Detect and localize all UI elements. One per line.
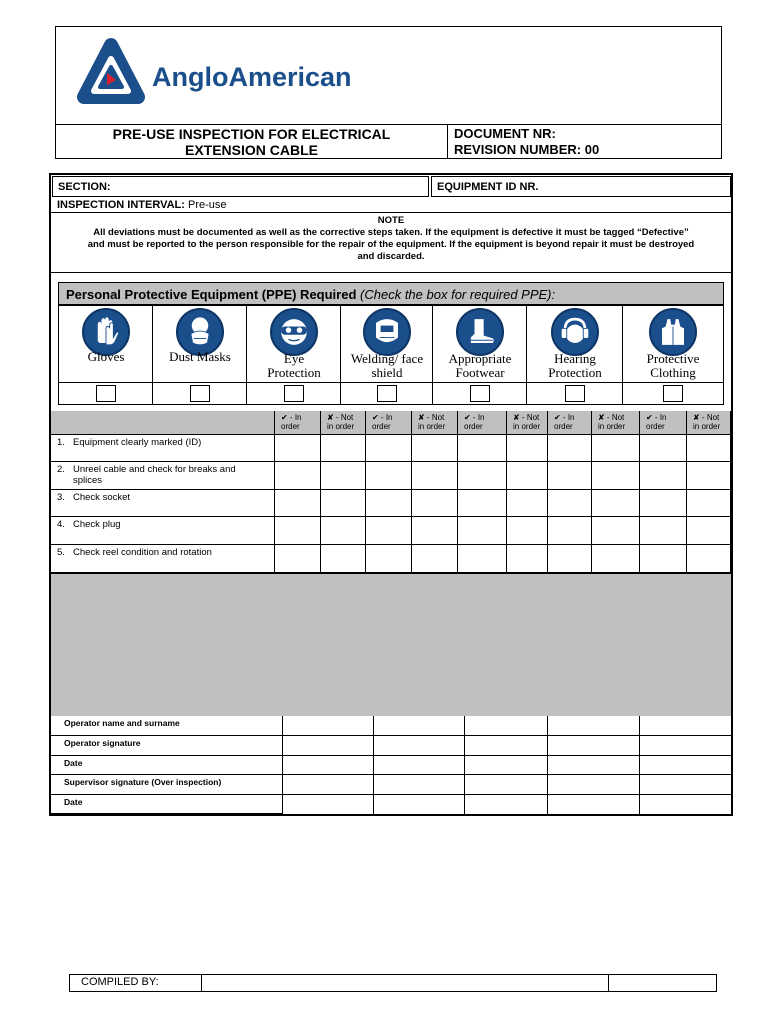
signature-row-label: Operator name and surname [64,718,180,728]
not-in-order-check-cell[interactable] [687,435,731,462]
ppe-item [59,306,153,404]
ppe-heading-hint: (Check the box for required PPE): [360,287,556,302]
ppe-heading: Personal Protective Equipment (PPE) Required [66,287,357,302]
section-field[interactable] [52,176,429,197]
signature-entry-field[interactable] [283,716,374,736]
checklist-item-line-1: Check socket [73,492,131,503]
in-order-check-cell[interactable] [640,462,687,490]
ppe-item [341,306,433,404]
in-order-check-cell[interactable] [458,490,507,517]
signature-entry-field[interactable] [640,756,731,775]
ppe-checkbox-cell [59,382,153,404]
ppe-label-line-2: Protection [267,365,321,380]
signature-row-label-cell [51,716,283,736]
ppe-label-line-1: Eye [283,351,305,366]
not-in-order-check-cell[interactable] [412,517,458,545]
signature-entry-field[interactable] [283,795,374,814]
in-order-check-cell[interactable] [458,462,507,490]
signature-entry-field[interactable] [548,795,640,814]
ppe-label [247,352,341,380]
checklist-item-number: 5. [57,547,65,558]
column-header-line-1: ✘ - Not [598,413,625,422]
ppe-label-line-2: Clothing [650,365,696,380]
in-order-check-cell[interactable] [366,517,412,545]
checklist-item-text [73,492,268,503]
ppe-item [153,306,247,404]
ppe-label-line-1: Dust Masks [169,349,231,364]
checklist-item-number: 1. [57,437,65,448]
signature-entry-field[interactable] [548,775,640,795]
checklist-table [51,411,731,573]
comments-area[interactable] [51,573,731,716]
not-in-order-check-cell[interactable] [507,462,548,490]
not-in-order-check-cell[interactable] [687,462,731,490]
ppe-label [59,350,153,364]
not-in-order-check-cell[interactable] [321,545,366,573]
column-header-line-2: order [646,422,665,431]
in-order-check-cell[interactable] [548,462,592,490]
column-header-line-2: order [554,422,573,431]
equipment-id-label: EQUIPMENT ID NR. [437,181,539,193]
column-header-in-order [640,411,687,435]
ppe-grid [58,305,724,405]
column-header-line-2: order [464,422,483,431]
signature-row-label: Operator signature [64,738,141,748]
in-order-check-cell[interactable] [640,517,687,545]
checklist-item-text [73,519,268,530]
not-in-order-check-cell[interactable] [592,545,640,573]
note-line-3: and discarded. [357,251,425,262]
ppe-checkbox[interactable] [470,385,490,402]
signature-entry-field[interactable] [374,736,465,756]
column-header-line-1: ✘ - Not [327,413,354,422]
signature-entry-field[interactable] [374,795,465,814]
ppe-item [433,306,527,404]
footer-compiled-by [69,974,717,992]
signature-row-label: Date [64,797,83,807]
not-in-order-check-cell[interactable] [412,435,458,462]
signature-entry-field[interactable] [374,775,465,795]
not-in-order-check-cell[interactable] [321,435,366,462]
title-line-2: EXTENSION CABLE [184,142,318,158]
column-header-not-in-order [412,411,458,435]
ppe-checkbox[interactable] [96,385,116,402]
checklist-row [51,545,275,573]
ppe-checkbox-cell [433,382,527,404]
checklist-item-line-1: Unreel cable and check for breaks and [73,464,236,475]
column-header-line-1: ✔ - In [281,413,302,422]
column-header-in-order [458,411,507,435]
ppe-checkbox[interactable] [565,385,585,402]
not-in-order-check-cell[interactable] [507,517,548,545]
revision-number: REVISION NUMBER: 00 [454,142,600,157]
in-order-check-cell[interactable] [366,462,412,490]
column-header-line-1: ✘ - Not [513,413,540,422]
signature-row-label-cell [51,795,283,814]
checklist-row [51,462,275,490]
ppe-checkbox-cell [623,382,723,404]
eye-protection-icon [270,308,318,356]
footwear-icon [456,308,504,356]
signature-entry-field[interactable] [374,716,465,736]
hearing-protection-icon [551,308,599,356]
ppe-label-line-1: Hearing [554,351,596,366]
ppe-heading-bar [58,282,724,306]
column-header-line-2: order [281,422,300,431]
ppe-checkbox[interactable] [377,385,397,402]
ppe-item [623,306,723,404]
anglo-american-logo-icon [56,27,378,124]
column-header-line-2: in order [513,422,541,431]
in-order-check-cell[interactable] [366,490,412,517]
signature-entry-field[interactable] [640,795,731,814]
welding-shield-icon [363,308,411,356]
not-in-order-check-cell[interactable] [592,462,640,490]
in-order-check-cell[interactable] [640,435,687,462]
document-title [56,125,448,159]
compiled-by-label: COMPILED BY: [81,976,159,988]
column-header-line-1: ✔ - In [464,413,485,422]
inspection-form [49,173,733,816]
column-header-in-order [366,411,412,435]
protective-clothing-icon [649,308,697,356]
equipment-id-field[interactable] [431,176,731,197]
signature-row-label: Date [64,758,83,768]
checklist-row [51,435,275,462]
signature-entry-field[interactable] [465,736,548,756]
ppe-label-line-1: Welding/ face [350,351,424,366]
column-header-line-2: in order [598,422,626,431]
signature-entry-field[interactable] [548,736,640,756]
column-header-line-1: ✘ - Not [693,413,720,422]
not-in-order-check-cell[interactable] [592,435,640,462]
in-order-check-cell[interactable] [275,462,321,490]
column-header-line-2: in order [418,422,446,431]
ppe-label [153,350,247,364]
ppe-label [433,352,527,380]
column-header-in-order [548,411,592,435]
in-order-check-cell[interactable] [366,545,412,573]
interval-row [51,197,731,213]
ppe-checkbox-cell [527,382,623,404]
signature-entry-field[interactable] [640,716,731,736]
title-line-1: PRE-USE INSPECTION FOR ELECTRICAL [112,126,391,142]
checklist-item-number: 4. [57,519,65,530]
signature-entry-field[interactable] [640,775,731,795]
signature-entry-field[interactable] [465,795,548,814]
ppe-label-line-2: Footwear [455,365,505,380]
in-order-check-cell[interactable] [366,435,412,462]
column-header-line-2: in order [327,422,355,431]
column-header-not-in-order [507,411,548,435]
compiled-by-field[interactable] [202,975,609,991]
column-header-not-in-order [687,411,731,435]
signature-row-label-cell [51,756,283,775]
column-header-line-1: ✔ - In [372,413,393,422]
note-block [51,213,731,273]
note-title: NOTE [377,215,405,226]
checklist-item-line-2: splices [73,475,103,486]
column-header-not-in-order [592,411,640,435]
signature-entry-field[interactable] [465,756,548,775]
not-in-order-check-cell[interactable] [592,517,640,545]
signature-entry-field[interactable] [640,736,731,756]
checklist-item-text [73,437,268,448]
in-order-check-cell[interactable] [275,517,321,545]
ppe-checkbox[interactable] [284,385,304,402]
interval-value: Pre-use [188,199,227,211]
not-in-order-check-cell[interactable] [507,435,548,462]
document-header [55,26,722,159]
not-in-order-check-cell[interactable] [321,490,366,517]
not-in-order-check-cell[interactable] [592,490,640,517]
checklist-item-text [73,464,268,486]
signature-entry-field[interactable] [374,756,465,775]
signature-row-label-cell [51,736,283,756]
checklist-header-item [51,411,275,435]
in-order-check-cell[interactable] [640,490,687,517]
signature-entry-field[interactable] [283,756,374,775]
not-in-order-check-cell[interactable] [507,545,548,573]
checklist-item-line-1: Equipment clearly marked (ID) [73,437,202,448]
ppe-item [527,306,623,404]
in-order-check-cell[interactable] [548,517,592,545]
company-logo [56,27,378,124]
signature-entry-field[interactable] [548,756,640,775]
signature-entry-field[interactable] [465,716,548,736]
not-in-order-check-cell[interactable] [321,462,366,490]
signature-entry-field[interactable] [283,736,374,756]
ppe-label-line-1: Gloves [87,349,125,364]
ppe-label-line-2: shield [371,365,403,380]
header-title-row [56,124,721,158]
column-header-line-2: order [372,422,391,431]
in-order-check-cell[interactable] [548,490,592,517]
brand-name: AngloAmerican [152,62,352,92]
note-line-1: All deviations must be documented as well as the corrective steps taken. If the equipment is defective it must be tagged “Defective” [93,227,689,238]
ppe-checkbox-cell [341,382,433,404]
section-label: SECTION: [58,181,111,193]
ppe-checkbox-cell [153,382,247,404]
ppe-checkbox[interactable] [663,385,683,402]
checklist-item-line-1: Check reel condition and rotation [73,547,212,558]
in-order-check-cell[interactable] [275,435,321,462]
checklist-item-line-1: Check plug [73,519,121,530]
signature-row-label-cell [51,775,283,795]
not-in-order-check-cell[interactable] [687,545,731,573]
document-number: DOCUMENT NR: [454,126,556,141]
not-in-order-check-cell[interactable] [412,545,458,573]
document-info [454,126,714,158]
signature-entry-field[interactable] [548,716,640,736]
signature-table [51,716,731,814]
signature-row-label: Supervisor signature (Over inspection) [64,777,222,787]
signature-entry-field[interactable] [283,775,374,795]
checklist-row [51,490,275,517]
ppe-label [623,352,723,380]
not-in-order-check-cell[interactable] [321,517,366,545]
in-order-check-cell[interactable] [275,545,321,573]
not-in-order-check-cell[interactable] [687,490,731,517]
column-header-line-2: in order [693,422,721,431]
not-in-order-check-cell[interactable] [687,517,731,545]
in-order-check-cell[interactable] [548,435,592,462]
in-order-check-cell[interactable] [548,545,592,573]
not-in-order-check-cell[interactable] [507,490,548,517]
checklist-row [51,517,275,545]
in-order-check-cell[interactable] [275,490,321,517]
column-header-line-1: ✘ - Not [418,413,445,422]
ppe-item [247,306,341,404]
not-in-order-check-cell[interactable] [412,462,458,490]
signature-entry-field[interactable] [465,775,548,795]
in-order-check-cell[interactable] [458,545,507,573]
checklist-item-number: 3. [57,492,65,503]
ppe-checkbox-cell [247,382,341,404]
column-header-line-1: ✔ - In [554,413,575,422]
checklist-item-text [73,547,268,558]
ppe-label-line-2: Protection [548,365,602,380]
in-order-check-cell[interactable] [640,545,687,573]
in-order-check-cell[interactable] [458,435,507,462]
compiled-by-date-field[interactable] [609,975,716,991]
interval-label: INSPECTION INTERVAL: [57,199,185,211]
column-header-not-in-order [321,411,366,435]
not-in-order-check-cell[interactable] [412,490,458,517]
checklist-item-number: 2. [57,464,65,475]
ppe-label [341,352,433,380]
note-line-2: and must be reported to the person responsible for the repair of the equipment. If the equipment is beyond repair it must be destroyed [87,239,695,250]
column-header-line-1: ✔ - In [646,413,667,422]
ppe-label [527,352,623,380]
in-order-check-cell[interactable] [458,517,507,545]
ppe-checkbox[interactable] [190,385,210,402]
ppe-label-line-1: Protective [646,351,700,366]
ppe-label-line-1: Appropriate [448,351,512,366]
column-header-in-order [275,411,321,435]
